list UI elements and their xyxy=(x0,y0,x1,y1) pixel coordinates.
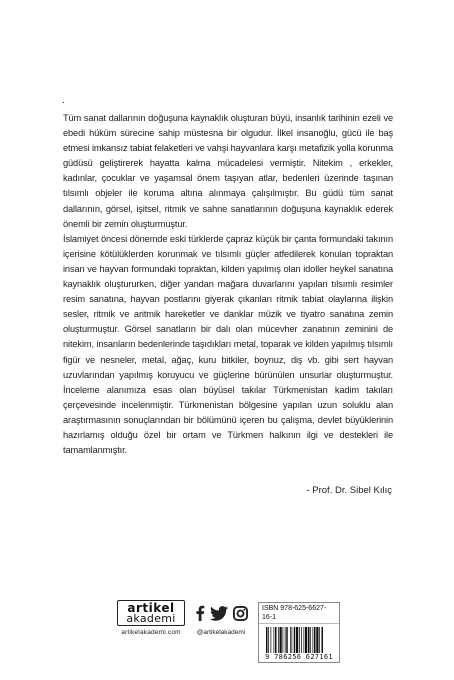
publisher-website: artikelakademi.com xyxy=(121,629,181,636)
author-signature: - Prof. Dr. Sibel Kılıç xyxy=(306,485,392,496)
social-block xyxy=(188,604,254,637)
logo-line-2: akademi xyxy=(126,612,176,625)
isbn-barcode-box xyxy=(258,602,340,663)
logo-box xyxy=(117,600,185,626)
logo-line-1: artikel xyxy=(127,601,175,615)
twitter-icon xyxy=(210,606,228,621)
blurb-paragraph-2: İslamiyet öncesi dönemde eski türklerde çapraz küçük bir çanta formundaki takının içerisine kötülüklerden korunmak ve tılsımlı güçler atfedilerek konulan topraktan insan ve hayvan formundaki topraktan, kilden yapılmış olan idoller heykel sanatına kaynaklık oluştururken, diğer yandan mağara duvarlarını yapılan tılsımlı resimler resim sanatına, hayvan postlarını giyerak çıkanları ritmik tabiat olaylarına ilişkin sesler, ritmik ve aritmik hareketler ve danklar müzik ve tiyatro sanatına zemin oluşturmuştur. Görsel sanatların bir dalı olan mücevher zanatının zeminini de nitekim, insanların bedenlerinde taşıdıkları metal, toparak ve kilden yapılmış tılsımlı figür ve nesneler, metal, ağaç, kuru bitkiler, boynuz, diş vb. gibi sert hayvan uzuvlarından yapılmış koruyucu ve güçlerine bürünülen unsurlar oluşturmuştur. İnceleme alanımıza esas olan büyüsel takılar Türkmenistan kadim takıları çerçevesinde incelenmiştir. Türkmenistan bölgesine yapılan uzun soluklu alan araştırmasının sonuçlarından bir bölümünü içeren bu çalışma, devlet büyüklerinin hazırlamış olduğu özel bir ortam ve Türkmen halkının ilgi ve destekleri ile tamamlanmıştır. xyxy=(63,233,393,456)
blurb-paragraph-1: Tüm sanat dallarının doğuşuna kaynaklık oluşturan büyü, insanlık tarihinin ezeli ve ebedi hüküm sürecine sahip müstesna bir olgudur. İlkel insanoğlu, gücü ile baş etmesi imkansız tabiat felaketleri ve vahşi hayvanlara karşı metafizik yolla korunma güdüsü geliştirerek hayatta kalma mücadelesi vermiştir. Nitekim , erkekler, kadınlar, çocuklar ve yaşamsal önem taşıyan atlar, bedenleri üzerinde taşınan tılsımlı objeler ile koruma altına alınmaya çalışılmıştır. Bu güdü tüm sanat dallarının, görsel, işitsel, ritmik ve sahne sanatlarının doğuşuna kaynaklık ederek önemli bir zemin oluşturmuştur. xyxy=(63,113,393,229)
publisher-logo xyxy=(117,600,185,637)
isbn-label: ISBN 978-625-6627-16-1 xyxy=(259,603,339,624)
barcode-number: 9 786256 627161 xyxy=(265,653,333,661)
instagram-icon xyxy=(233,606,248,621)
facebook-icon xyxy=(195,605,205,621)
blurb-text xyxy=(63,111,393,458)
social-handle: @artikelakademi xyxy=(196,629,246,636)
leading-dot: . xyxy=(62,95,65,106)
social-icons xyxy=(188,604,254,622)
barcode-icon xyxy=(264,627,334,653)
